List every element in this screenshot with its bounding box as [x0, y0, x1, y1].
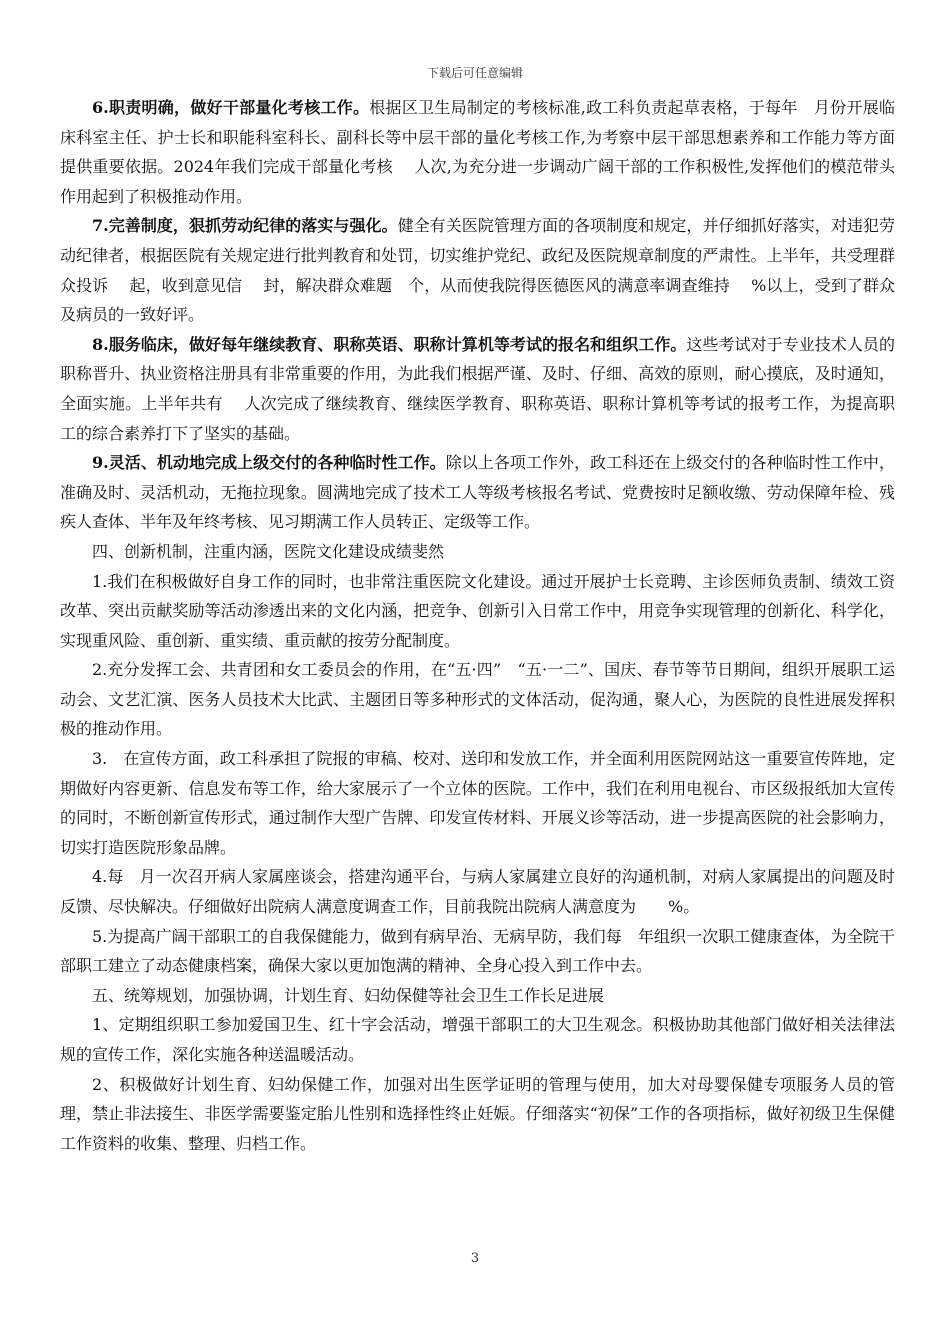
- paragraph-text: 健全有关医院管理方面的各项制度和规定，并仔细抓好落实，对违犯劳动纪律者，根据医院有关规定进行批判教育和处罚，切实维护党纪、政纪及医院规章制度的严肃性。上半年，共受理群众投诉 起，收到意见信 封，解决群众难题 个，从而使我院得医德医风的满意率调查维持 %以上，受到了群众及病员的一致好评。: [60, 216, 895, 325]
- page-header: 下载后可任意编辑: [426, 66, 523, 80]
- paragraph-lead: 9.灵活、机动地完成上级交付的各种临时性工作。: [92, 453, 446, 473]
- page-number: 3: [470, 1251, 480, 1266]
- paragraph-6: [60, 93, 895, 211]
- paragraph-lead: 8.服务临床，做好每年继续教育、职称英语、职称计算机等考试的报名和组织工作。: [92, 334, 687, 354]
- paragraph-lead: 7.完善制度，狠抓劳动纪律的落实与强化。: [92, 216, 398, 236]
- section5-item-1: 1、定期组织职工参加爱国卫生、红十字会活动，增强干部职工的大卫生观念。积极协助其他部门做好相关法律法规的宣传工作，深化实施各种送温暖活动。: [60, 1015, 895, 1064]
- paragraph-7: [60, 211, 895, 329]
- section4-item-4: 4.每 月一次召开病人家属座谈会，搭建沟通平台，与病人家属建立良好的沟通机制，对病人家属提出的问题及时反馈、尽快解决。仔细做好出院病人满意度调查工作，目前我院出院病人满意度为 %。: [60, 867, 895, 917]
- section-heading-4: 四、创新机制，注重内涵，医院文化建设成绩斐然: [92, 541, 445, 561]
- paragraph-text: 这些考试对于专业技术人员的职称晋升、执业资格注册具有非常重要的作用，为此我们根据严谨、及时、仔细、高效的原则，耐心摸底，及时通知，全面实施。上半年共有 人次完成了继续教育、继续医学教育、职称英语、职称计算机等考试的报考工作，为提高职工的综合素养打下了坚实的基础。: [60, 334, 895, 443]
- section4-item-1: 1.我们在积极做好自身工作的同时，也非常注重医院文化建设。通过开展护士长竞聘、主诊医师负责制、绩效工资改革、突出贡献奖励等活动渗透出来的文化内涵，把竞争、创新引入日常工作中，用竞争实现管理的创新化、科学化，实现重风险、重创新、重实绩、重贡献的按劳分配制度。: [60, 571, 895, 650]
- paragraph-text: 根据区卫生局制定的考核标准,政工科负责起草表格，于每年 月份开展临床科室主任、护士长和职能科室科长、副科长等中层干部的量化考核工作,为考察中层干部思想素养和工作能力等方面提供重要依据。2024年我们完成干部量化考核 人次,为充分进一步调动广阔干部的工作积极性,发挥他们的模范带头作用起到了积极推动作用。: [60, 98, 895, 206]
- section4-item-3: 3. 在宣传方面，政工科承担了院报的审稿、校对、送印和发放工作，并全面利用医院网站这一重要宣传阵地，定期做好内容更新、信息发布等工作，给大家展示了一个立体的医院。工作中，我们在利用电视台、市区级报纸加大宣传的同时，不断创新宣传形式，通过制作大型广告牌、印发宣传材料、开展义诊等活动，进一步提高医院的社会影响力，切实打造医院形象品牌。: [60, 749, 895, 857]
- section5-item-2: 2、积极做好计划生育、妇幼保健工作，加强对出生医学证明的管理与使用，加大对母婴保健专项服务人员的管理，禁止非法接生、非医学需要鉴定胎儿性别和选择性终止妊娠。仔细落实“初保”工作的各项指标，做好初级卫生保健工作资料的收集、整理、归档工作。: [60, 1074, 895, 1153]
- paragraph-text: 除以上各项工作外，政工科还在上级交付的各种临时性工作中，准确及时、灵活机动，无拖拉现象。圆满地完成了技术工人等级考核报名考试、党费按时足额收缴、劳动保障年检、残疾人查体、半年及年终考核、见习期满工作人员转正、定级等工作。: [60, 453, 895, 532]
- paragraph-8: [60, 330, 895, 448]
- section-heading-5: 五、统筹规划，加强协调，计划生育、妇幼保健等社会卫生工作长足进展: [92, 985, 605, 1005]
- paragraph-9: [60, 448, 895, 537]
- document-body: [60, 93, 895, 1158]
- section4-item-2: 2.充分发挥工会、共青团和女工委员会的作用，在“五·四” “五·一二”、国庆、春节等节日期间，组织开展职工运动会、文艺汇演、医务人员技术大比武、主题团日等多种形式的文体活动，促沟通，聚人心，为医院的良性进展发挥积极的推动作用。: [60, 660, 895, 739]
- paragraph-lead: 6.职责明确，做好干部量化考核工作。: [92, 98, 370, 117]
- section4-item-5: 5.为提高广阔干部职工的自我保健能力，做到有病早治、无病早防，我们每 年组织一次职工健康查体，为全院干部职工建立了动态健康档案，确保大家以更加饱满的精神、全身心投入到工作中去。: [60, 926, 895, 976]
